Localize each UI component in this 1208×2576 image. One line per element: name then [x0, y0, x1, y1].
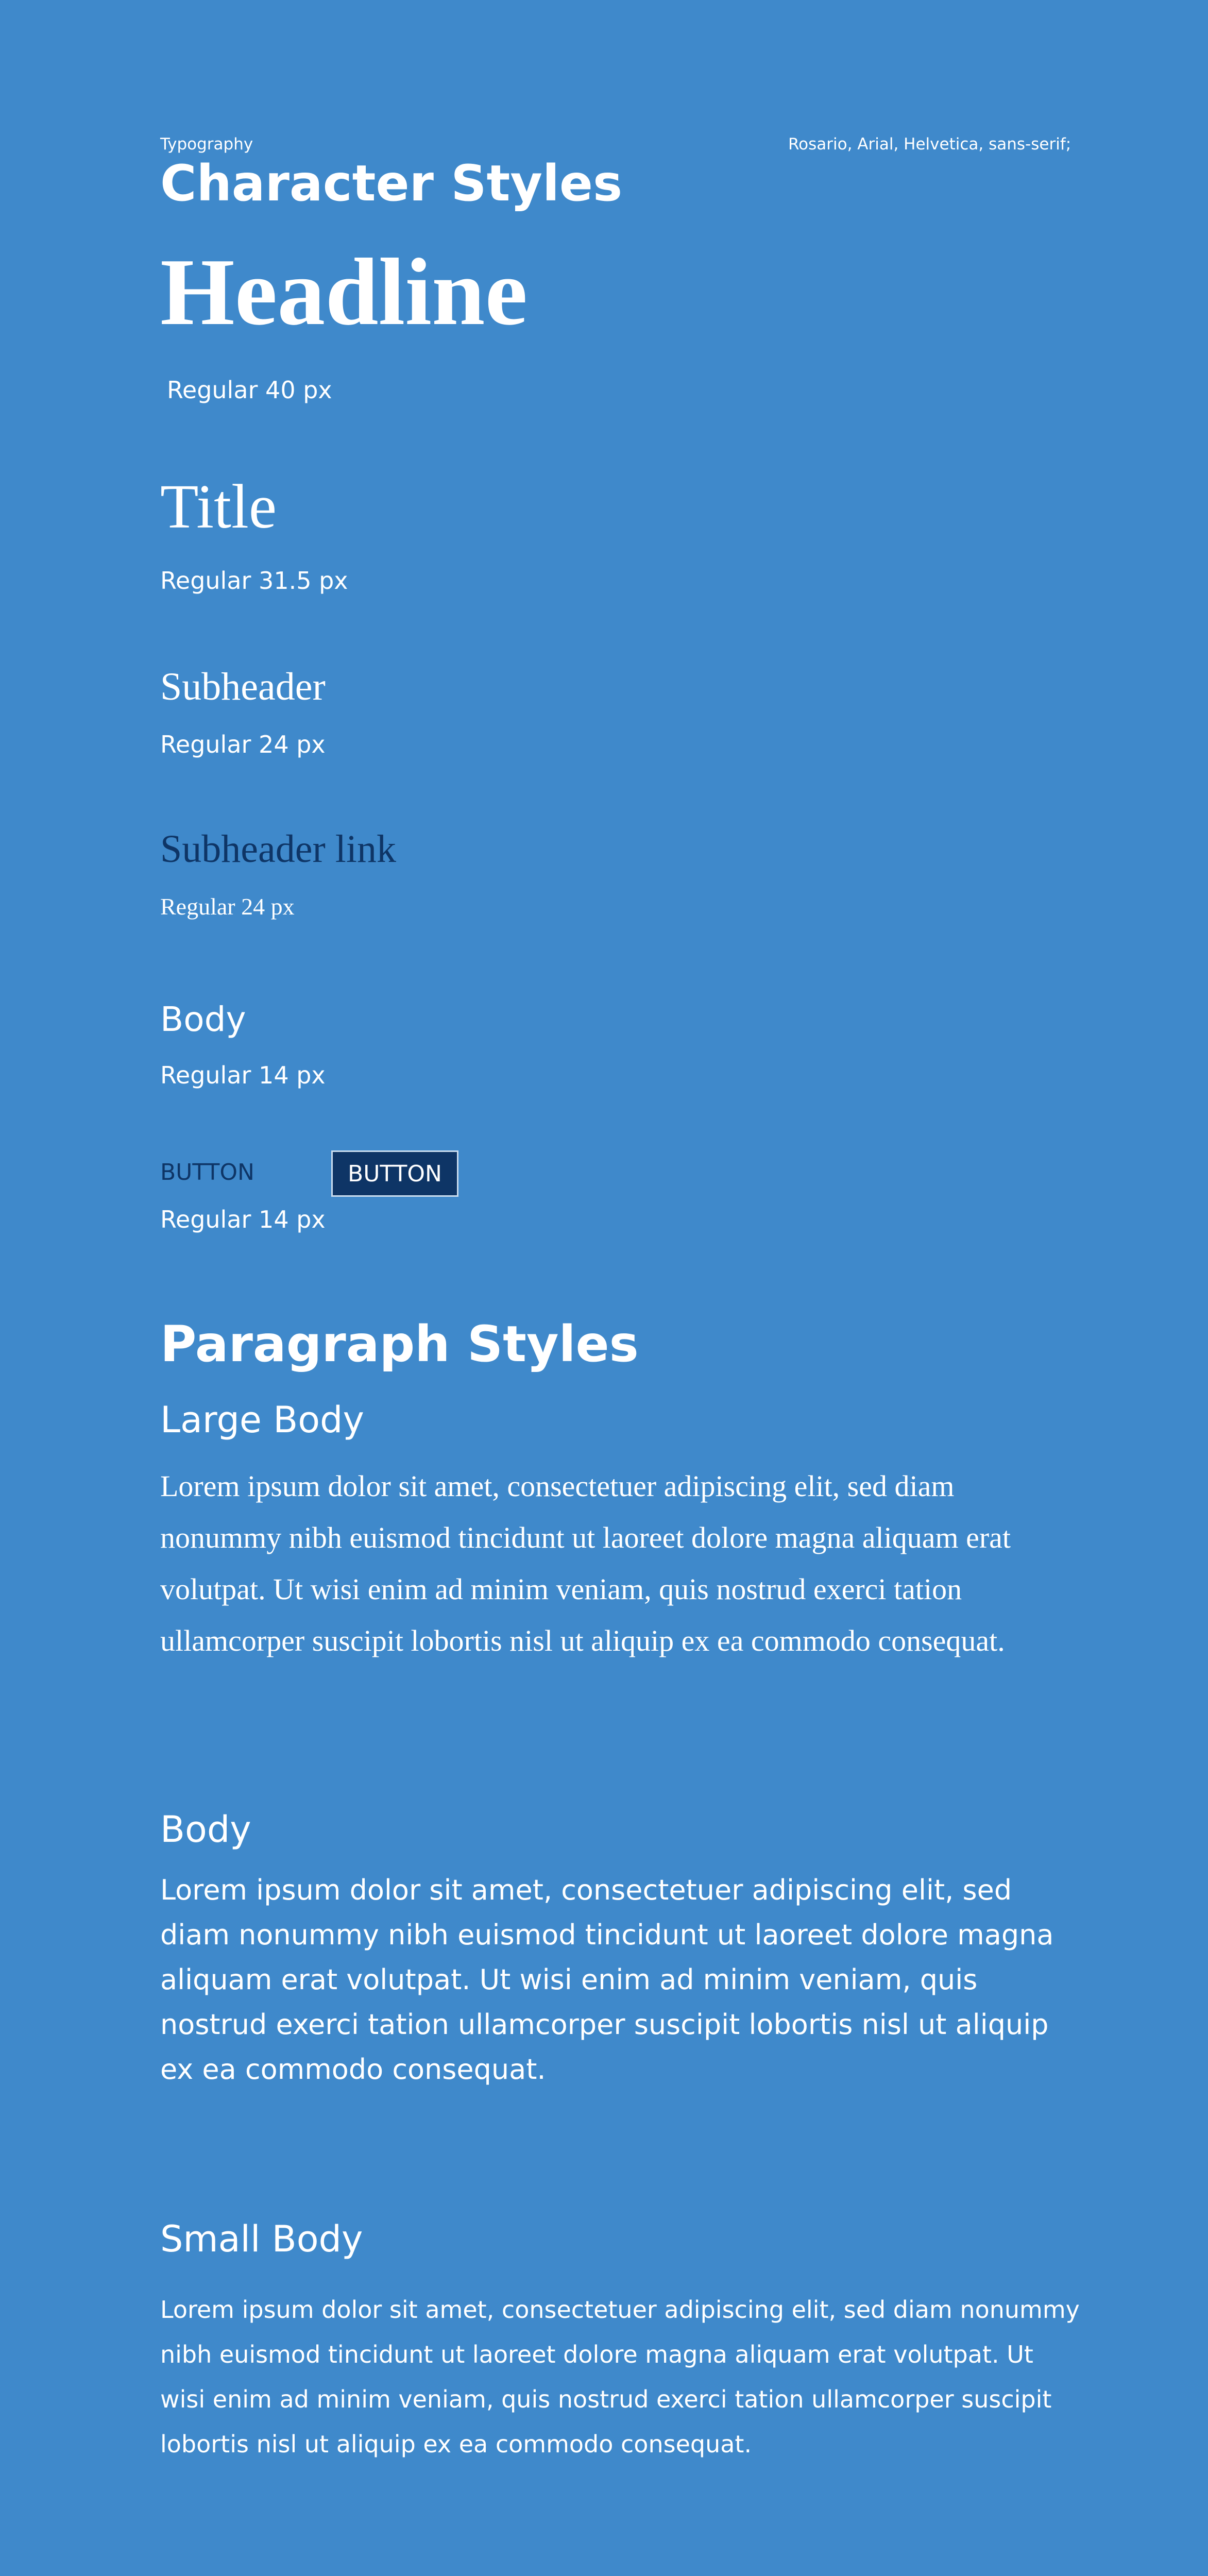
title-sample: Title [160, 472, 277, 541]
small-body-title: Small Body [160, 2218, 363, 2260]
text-button-sample[interactable]: BUTTON [160, 1159, 254, 1185]
font-stack-label: Rosario, Arial, Helvetica, sans-serif; [788, 135, 1071, 154]
large-body-title: Large Body [160, 1399, 364, 1441]
paragraph-styles-heading: Paragraph Styles [160, 1315, 639, 1373]
boxed-button-sample[interactable]: BUTTON [331, 1150, 458, 1197]
subheader-spec: Regular 24 px [160, 731, 326, 758]
subheader-link-sample[interactable]: Subheader link [160, 827, 397, 871]
body-spec: Regular 14 px [160, 1061, 326, 1089]
button-spec: Regular 14 px [160, 1206, 326, 1233]
headline-sample: Headline [160, 239, 528, 345]
body-sample: Body [160, 999, 246, 1039]
body-title: Body [160, 1808, 251, 1851]
headline-spec: Regular 40 px [167, 376, 332, 404]
small-body-paragraph: Lorem ipsum dolor sit amet, consectetuer adipiscing elit, sed diam nonummy nibh euismod tincidunt ut laoreet dolore magna aliquam erat volutpat. Ut wisi enim ad minim veniam, quis nostrud exerci tation ullamcorper suscipit lobortis nisl ut aliquip ex ea commodo consequat. [160, 2296, 1080, 2458]
subheader-sample: Subheader [160, 665, 326, 708]
body-paragraph: Lorem ipsum dolor sit amet, consectetuer adipiscing elit, sed diam nonummy nibh euismod tincidunt ut laoreet dolore magna aliquam erat volutpat. Ut wisi enim ad minim veniam, quis nostrud exerci tation ullamcorper suscipit lobortis nisl ut aliquip ex ea commodo consequat. [160, 1874, 1054, 2086]
large-body-paragraph: Lorem ipsum dolor sit amet, consectetuer adipiscing elit, sed diam nonummy nibh euismod tincidunt ut laoreet dolore magna aliquam erat volutpat. Ut wisi enim ad minim veniam, quis nostrud exerci tation ullamcorper suscipit lobortis nisl ut aliquip ex ea commodo consequat. [160, 1469, 1011, 1657]
section-label: Typography [160, 135, 253, 154]
character-styles-heading: Character Styles [160, 155, 623, 212]
subheader-link-spec: Regular 24 px [160, 893, 295, 920]
title-spec: Regular 31.5 px [160, 567, 348, 595]
